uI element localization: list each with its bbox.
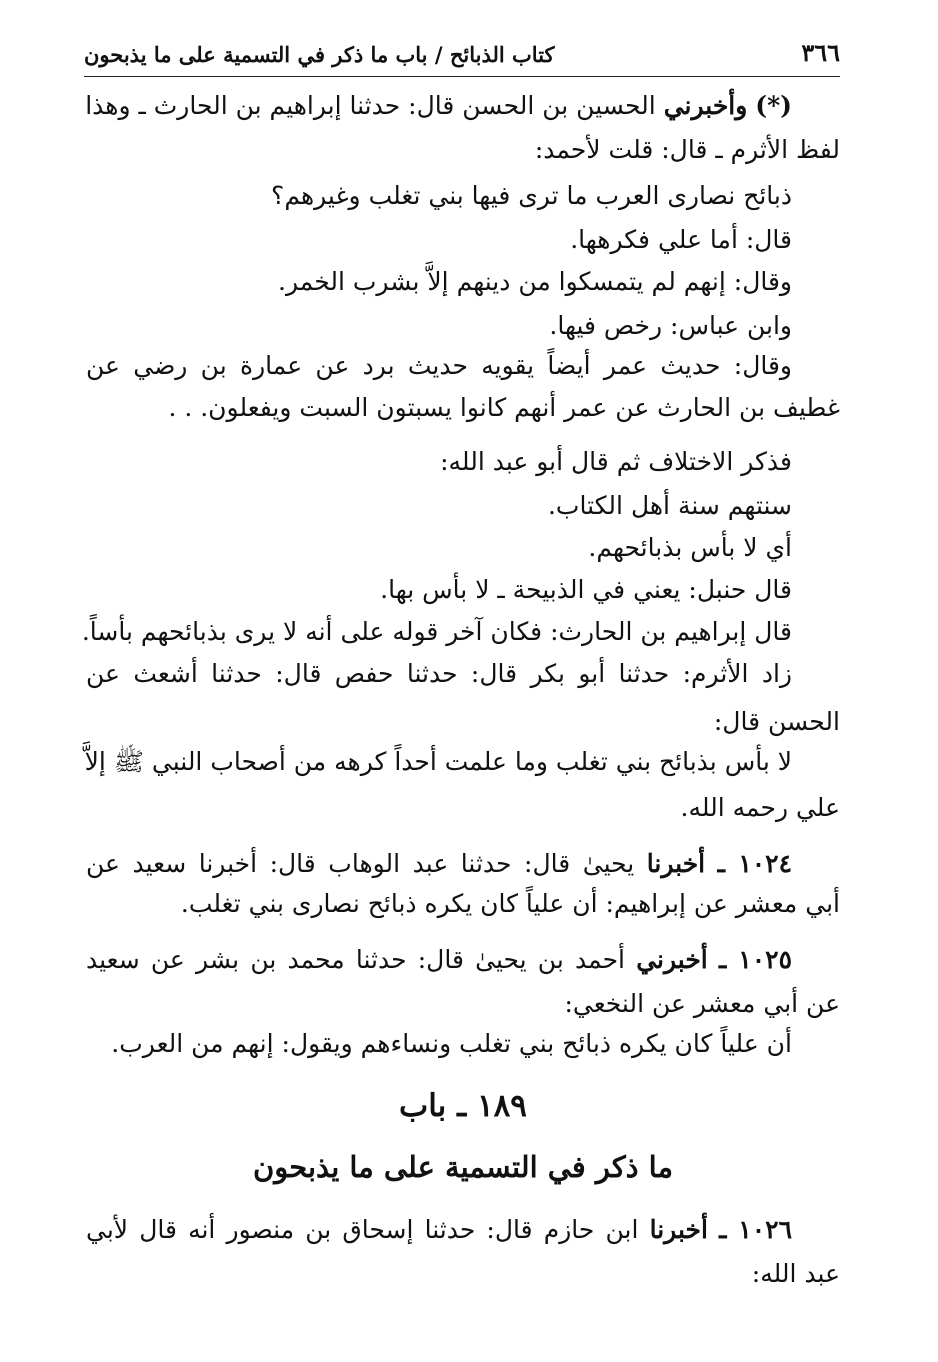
text-line: عبد الله: [751,1259,840,1288]
text-span: أحمد بن يحيىٰ قال: حدثنا محمد بن بشر عن سعيد [86,945,625,974]
text-line [86,88,792,124]
text-line: الحسن قال: [713,707,840,736]
text-line [86,846,792,882]
hadith-keyword: أخبرنا [649,1215,708,1244]
text-line: غطيف بن الحارث عن عمر أنهم كانوا يسبتون السبت ويفعلون. . . [168,393,840,422]
hadith-keyword: أخبرنا [646,849,706,878]
text-span: يحيىٰ قال: حدثنا عبد الوهاب قال: أخبرنا سعيد عن [86,849,635,878]
text-line: أي لا بأس بذبائحهم. [588,533,792,562]
text-span: ابن حازم قال: حدثنا إسحاق بن منصور أنه قال لأبي [86,1215,639,1244]
hadith-number: ١٠٢٤ ـ [717,849,793,878]
hadith-keyword: وأخبرني [663,91,748,120]
text-line: أن علياً كان يكره ذبائح بني تغلب ونساءهم ويقول: إنهم من العرب. [111,1029,792,1058]
hadith-keyword: أخبرني [636,945,708,974]
text-line: لفظ الأثرم ـ قال: قلت لأحمد: [534,135,840,164]
running-title: كتاب الذبائح / باب ما ذكر في التسمية على ما يذبحون [84,42,555,67]
header-rule [84,76,840,77]
text-line: فذكر الاختلاف ثم قال أبو عبد الله: [440,447,792,476]
text-line: وقال: حديث عمر أيضاً يقويه حديث برد عن عمارة بن رضي عن [86,351,792,380]
text-line: قال إبراهيم بن الحارث: فكان آخر قوله على أنه لا يرى بذبائحهم بأساً. [81,617,792,646]
text-line: علي رحمه الله. [680,793,840,822]
text-line: قال حنبل: يعني في الذبيحة ـ لا بأس بها. [380,575,792,604]
asterisk-marker: (*) [755,91,792,120]
hadith-number: ١٠٢٥ ـ [718,945,792,974]
page-number: ٣٦٦ [801,38,840,67]
text-line: سنتهم سنة أهل الكتاب. [547,491,792,520]
text-line: وابن عباس: رخص فيها. [549,311,792,340]
chapter-number: ١٨٩ ـ باب [399,1088,527,1124]
chapter-title: ما ذكر في التسمية على ما يذبحون [252,1150,674,1184]
text-span: الحسين بن الحسن قال: حدثنا إبراهيم بن الحارث ـ وهذا [85,91,656,120]
text-line: عن أبي معشر عن النخعي: [564,989,840,1018]
page-header [84,36,840,76]
text-line [86,942,792,978]
text-line: لا بأس بذبائح بني تغلب وما علمت أحداً كرهه من أصحاب النبي ﷺ إلاَّ [84,747,792,776]
hadith-number: ١٠٢٦ ـ [719,1215,793,1244]
text-line: أبي معشر عن إبراهيم: أن علياً كان يكره ذبائح نصارى بني تغلب. [180,889,840,918]
text-line: وقال: إنهم لم يتمسكوا من دينهم إلاَّ بشرب الخمر. [278,267,792,296]
text-line: قال: أما علي فكرهها. [570,225,792,254]
text-line: ذبائح نصارى العرب ما ترى فيها بني تغلب وغيرهم؟ [271,181,792,210]
text-line [86,1212,792,1248]
text-line: زاد الأثرم: حدثنا أبو بكر قال: حدثنا حفص قال: حدثنا أشعث عن [86,659,792,688]
